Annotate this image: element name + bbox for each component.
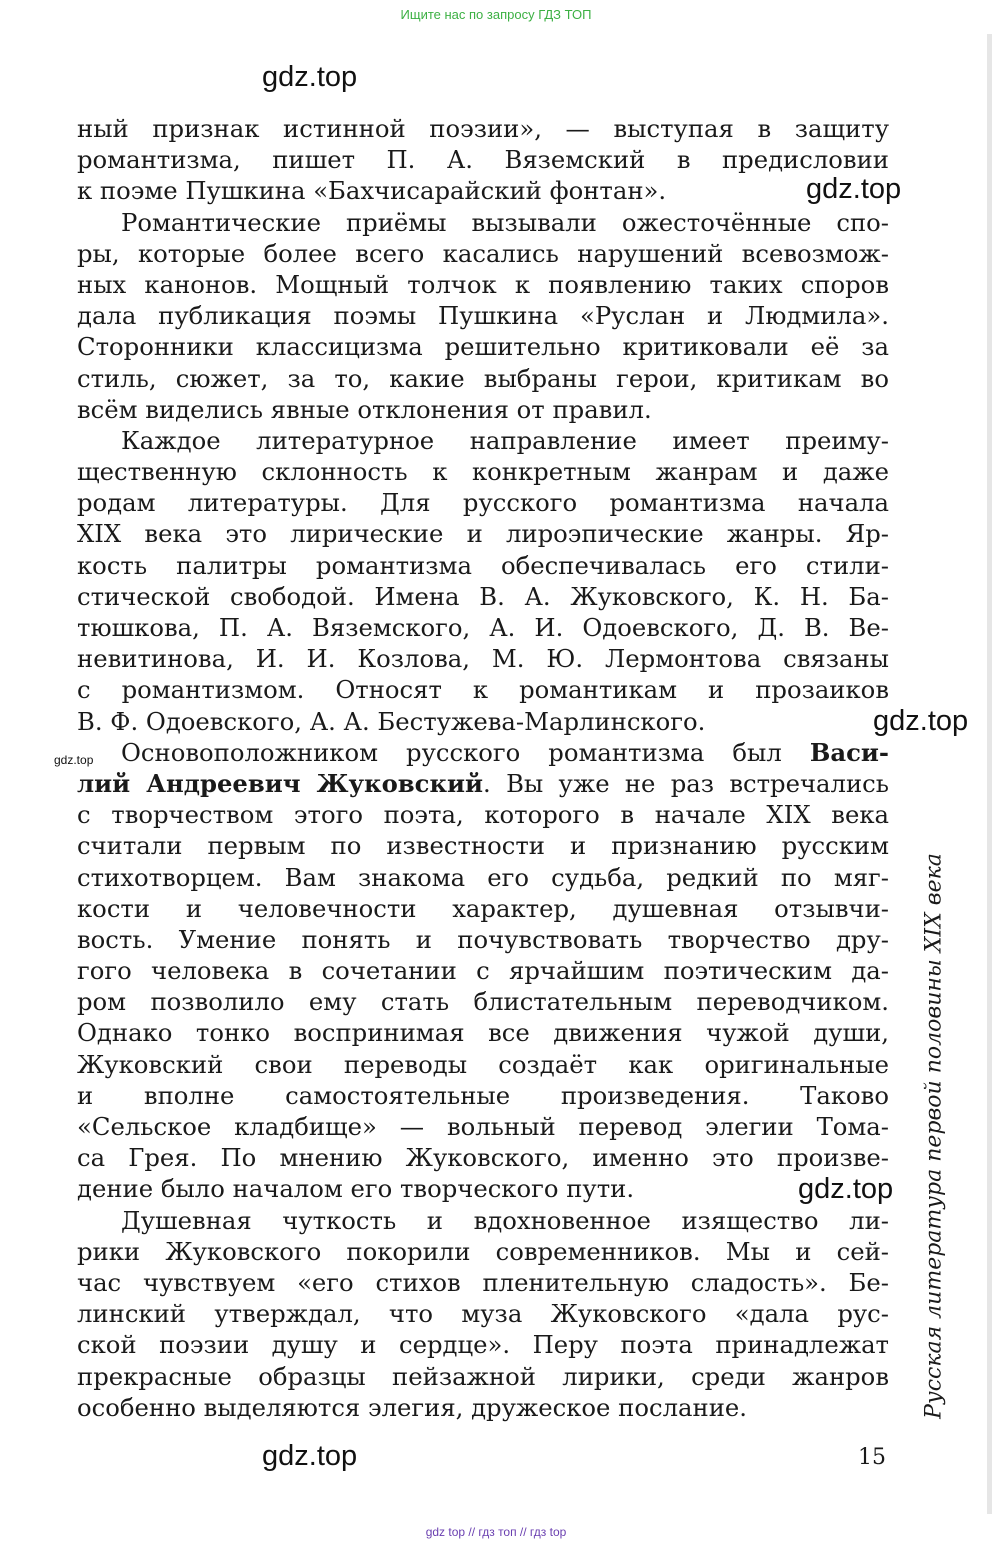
text-line: час чувствуем «его стихов пленительную сладость». Бе- [77,1267,889,1297]
text-line: всём виделись явные отклонения от правил. [77,394,652,424]
bold-name: лий Андреевич Жуковский [77,768,484,798]
scrollbar[interactable] [987,34,992,1514]
text-line: XIX века это лирические и лироэпические жанры. Яр- [77,519,889,549]
watermark: gdz.top [798,1173,894,1205]
text-line: вость. Умение понять и почувствовать творчество дру- [77,924,889,954]
top-banner: Ищите нас по запросу ГДЗ ТОП [0,0,992,34]
text-line: прекрасные образцы пейзажной лирики, среди жанров [77,1361,889,1391]
text-line [77,737,889,768]
text-line: с романтизмом. Относят к романтикам и прозаиков [77,675,889,705]
text-line: щественную склонность к конкретным жанрам и даже [77,457,889,487]
bottom-watermark-bar: gdz top // гдз топ // гдз top [425,1525,567,1539]
text-segment: Основоположником русского романтизма был [121,737,810,767]
text-line: Сторонники классицизма решительно критиковали её за [77,332,889,362]
watermark: gdz.top [262,1440,358,1472]
text-line: с творчеством этого поэта, которого в начале XIX века [77,800,889,830]
text-line [77,768,889,799]
text-line: невитинова, И. И. Козлова, М. Ю. Лермонтова связаны [77,644,889,674]
text-line: рики Жуковского покорили современников. Мы и сей- [77,1236,889,1266]
text-line: Каждое литературное направление имеет преиму- [121,425,889,455]
text-line: В. Ф. Одоевского, А. А. Бестужева-Марлинского. [77,706,706,736]
text-line: дение было началом его творческого пути. [77,1174,635,1204]
text-line: Однако тонко воспринимая все движения чужой души, [77,1018,889,1048]
text-line: ром позволило ему стать блистательным переводчиком. [77,987,889,1017]
text-line: стихотворцем. Вам знакома его судьба, редкий по мяг- [77,862,889,892]
text-line: ры, которые более всего касались нарушений всевозмож- [77,238,889,268]
text-line: Жуковский свои переводы создаёт как оригинальные [77,1049,889,1079]
side-running-title: Русская литература первой половины XIX века [921,853,947,1419]
text-line: гого человека в сочетании с ярчайшим поэтическим да- [77,956,889,986]
text-line: ской поэзии душу и сердце». Перу поэта принадлежат [77,1330,889,1360]
text-line: романтизма, пишет П. А. Вяземский в предисловии [77,145,889,175]
page-number: 15 [858,1445,886,1470]
watermark: gdz.top [873,705,969,737]
text-line: Романтические приёмы вызывали ожесточённые спо- [121,207,889,237]
text-line: Душевная чуткость и вдохновенное изящество ли- [121,1205,889,1235]
text-line: стиль, сюжет, за то, какие выбраны герои, критикам во [77,363,889,393]
watermark: gdz.top [262,61,358,93]
watermark: gdz.top [806,173,902,205]
text-line: родам литературы. Для русского романтизма начала [77,488,889,518]
text-line: особенно выделяются элегия, дружеское послание. [77,1392,748,1422]
text-line: к поэме Пушкина «Бахчисарайский фонтан». [77,176,667,206]
text-line: линский утверждал, что муза Жуковского «дала рус- [77,1299,889,1329]
text-line: кость палитры романтизма обеспечивалась его стили- [77,550,889,580]
text-segment: . Вы уже не раз встречались [483,768,889,798]
text-line: ных канонов. Мощный толчок к появлению таких споров [77,269,889,299]
text-line: считали первым по известности и признанию русским [77,831,889,861]
text-line: дала публикация поэмы Пушкина «Руслан и Людмила». [77,301,889,331]
text-line: ный признак истинной поэзии», — выступая в защиту [77,114,889,143]
text-line: тюшкова, П. А. Вяземского, А. И. Одоевского, Д. В. Ве- [77,613,889,642]
watermark: gdz.top [54,753,94,767]
text-line: са Грея. По мнению Жуковского, именно это произве- [77,1143,889,1173]
text-line: «Сельское кладбище» — вольный перевод элегии Тома- [77,1112,889,1141]
text-line: кости и человечности характер, душевная отзывчи- [77,893,889,923]
text-line: и вполне самостоятельные произведения. Таково [77,1080,889,1110]
text-line: стической свободой. Имена В. А. Жуковского, К. Н. Ба- [77,581,889,611]
bold-name: Васи- [809,737,889,767]
body-text [77,113,889,1423]
